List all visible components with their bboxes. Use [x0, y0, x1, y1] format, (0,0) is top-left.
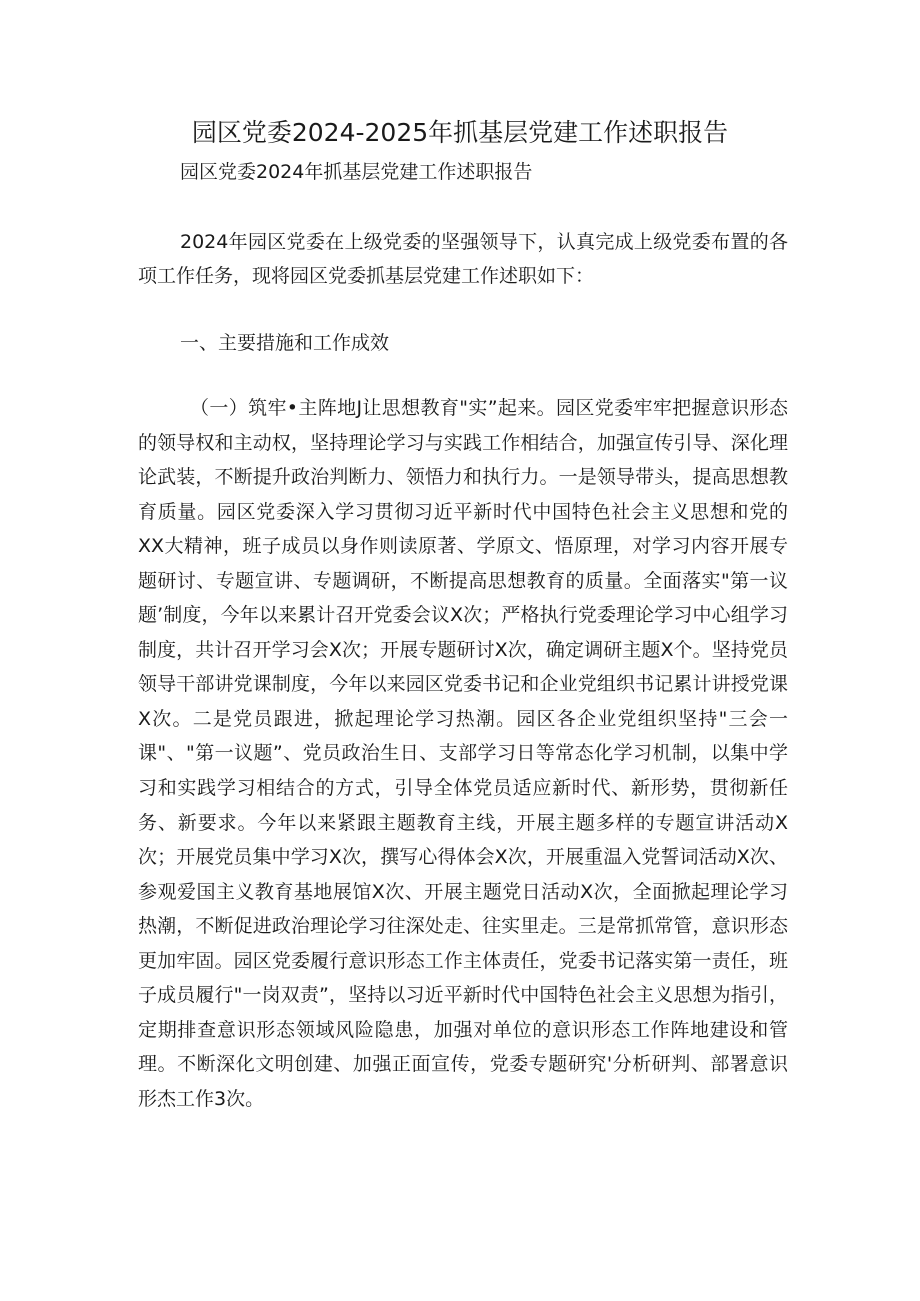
intro-paragraph: 2024年园区党委在上级党委的坚强领导下，认真完成上级党委布置的各项工作任务，现将园区党委抓基层党建工作述职如下： [138, 231, 788, 287]
document-subtitle: 园区党委2024年抓基层党建工作述职报告 [180, 161, 533, 183]
body-paragraph: （一）筑牢•主阵地J让思想教育"实”起来。园区党委牢牢把握意识形态的领导权和主动权，坚持理论学习与实践工作相结合，加强宣传引导、深化理论武装，不断提升政治判断力、领悟力和执行力。一是领导带头，提高思想教育质量。园区党委深入学习贯彻习近平新时代中国特色社会主义思想和党的XX大精神，班子成员以身作则读原著、学原文、悟原理，对学习内容开展专题研讨、专题宣讲、专题调研，不断提高思想教育的质量。全面落实"第一议题’制度，今年以来累计召开党委会议X次；严格执行党委理论学习中心组学习制度，共计召开学习会X次；开展专题研讨X次，确定调研主题X个。坚持党员领导干部讲党课制度，今年以来园区党委书记和企业党组织书记累计讲授党课X次。二是党员跟进，掀起理论学习热潮。园区各企业党组织坚持"三会一课"、"第一议题”、党员政治生日、支部学习日等常态化学习机制，以集中学习和实践学习相结合的方式，引导全体党员适应新时代、新形势，贯彻新任务、新要求。今年以来紧跟主题教育主线，开展主题多样的专题宣讲活动X次；开展党员集中学习X次，撰写心得体会X次，开展重温入党誓词活动X次、参观爱国主义教育基地展馆X次、开展主题党日活动X次，全面掀起理论学习热潮，不断促进政治理论学习往深处走、往实里走。三是常抓常管，意识形态更加牢固。园区党委履行意识形态工作主体责任，党委书记落实第一责任，班子成员履行"一岗双责”，坚持以习近平新时代中国特色社会主义思想为指引，定期排查意识形态领域风险隐患，加强对单位的意识形态工作阵地建设和管理。不断深化文明创建、加强正面宣传，党委专题研究'分析研判、部署意识形杰工作3次。 [138, 397, 788, 1110]
document-title: 园区党委2024-2025年抓基层党建工作述职报告 [191, 118, 729, 147]
section-heading: 一、主要措施和工作成效 [180, 332, 390, 354]
